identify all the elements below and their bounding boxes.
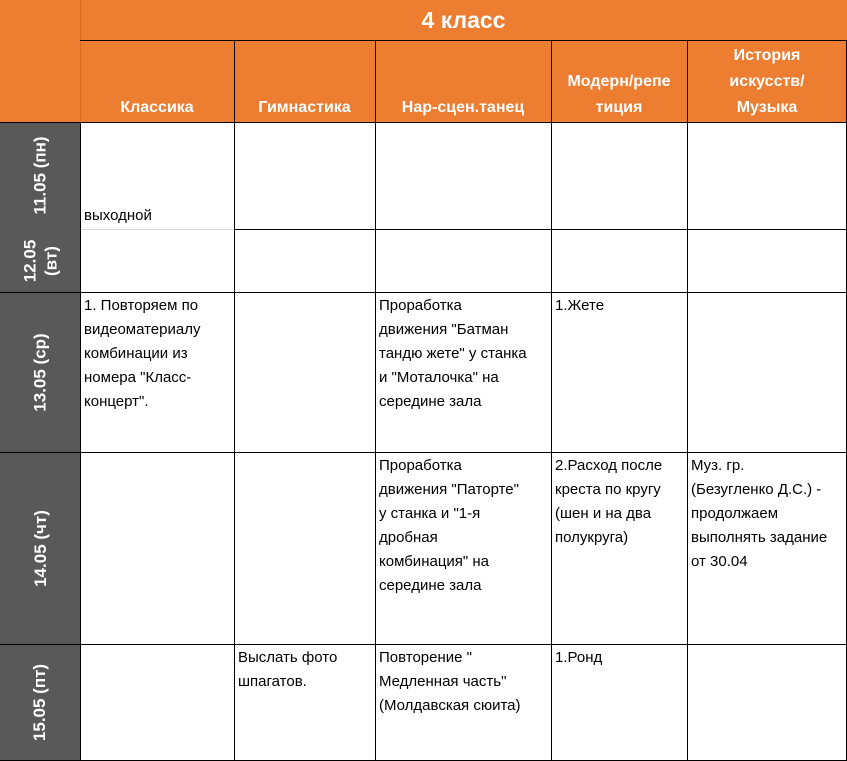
cell-wed-classic: 1. Повторяем по видеоматериалу комбинации из номера "Класс- концерт". (84, 297, 201, 410)
grid-line (234, 229, 847, 230)
day-thursday (0, 452, 80, 644)
grid-line (375, 40, 376, 122)
header-modern: Модерн/репе тиция (551, 40, 687, 122)
grid-line (0, 122, 847, 123)
grid-line (0, 452, 847, 453)
grid-line (0, 292, 847, 293)
grid-line (687, 122, 688, 761)
grid-line (0, 644, 847, 645)
grid-line (551, 122, 552, 761)
header-classic: Классика (80, 40, 234, 122)
day-tuesday (0, 229, 80, 292)
table-title: 4 класс (80, 0, 847, 40)
cell-wed-modern: 1.Жете (555, 297, 605, 314)
day-label: 13.05 (ср) (30, 332, 50, 412)
day-wednesday (0, 292, 80, 452)
cell-fri-folk: Повторение " Медленная часть" (Молдавская сюита) (379, 649, 521, 714)
day-label: 15.05 (пт) (30, 663, 50, 742)
day-label: 14.05 (чт) (30, 509, 50, 587)
day-friday (0, 644, 80, 761)
grid-line (80, 229, 234, 230)
day-monday (0, 122, 80, 229)
corner-cell (0, 0, 80, 122)
header-gymnastics: Гимнастика (234, 40, 375, 122)
cell-thu-folk: Проработка движения "Паторте" у станка и "1-я дробная комбинация" на середине зала (379, 457, 519, 594)
grid-line (375, 122, 376, 761)
cell-mon-classic: выходной (84, 207, 152, 224)
grid-line (687, 40, 688, 122)
day-label: 12.05 (вт) (19, 239, 60, 282)
grid-line (234, 40, 235, 122)
cell-fri-gymnastics: Выслать фото шпагатов. (238, 649, 338, 690)
cell-fri-modern: 1.Ронд (555, 649, 603, 666)
grid-line (551, 40, 552, 122)
grid-line (234, 122, 235, 761)
cell-thu-modern: 2.Расход после креста по кругу (шен и на два полукруга) (555, 457, 663, 546)
grid-line (80, 40, 847, 41)
cell-wed-folk: Проработка движения "Батман тандю жете" у станка и "Моталочка" на середине зала (379, 297, 527, 410)
grid-line (80, 122, 81, 761)
header-folk-dance: Нар-сцен.танец (375, 40, 551, 122)
grid-line (80, 0, 81, 122)
day-label: 11.05 (пн) (30, 136, 50, 215)
header-art-history: История искусств/ Музыка (687, 40, 847, 122)
cell-thu-history: Муз. гр. (Безугленко Д.С.) - продолжаем выполнять задание от 30.04 (691, 457, 828, 570)
